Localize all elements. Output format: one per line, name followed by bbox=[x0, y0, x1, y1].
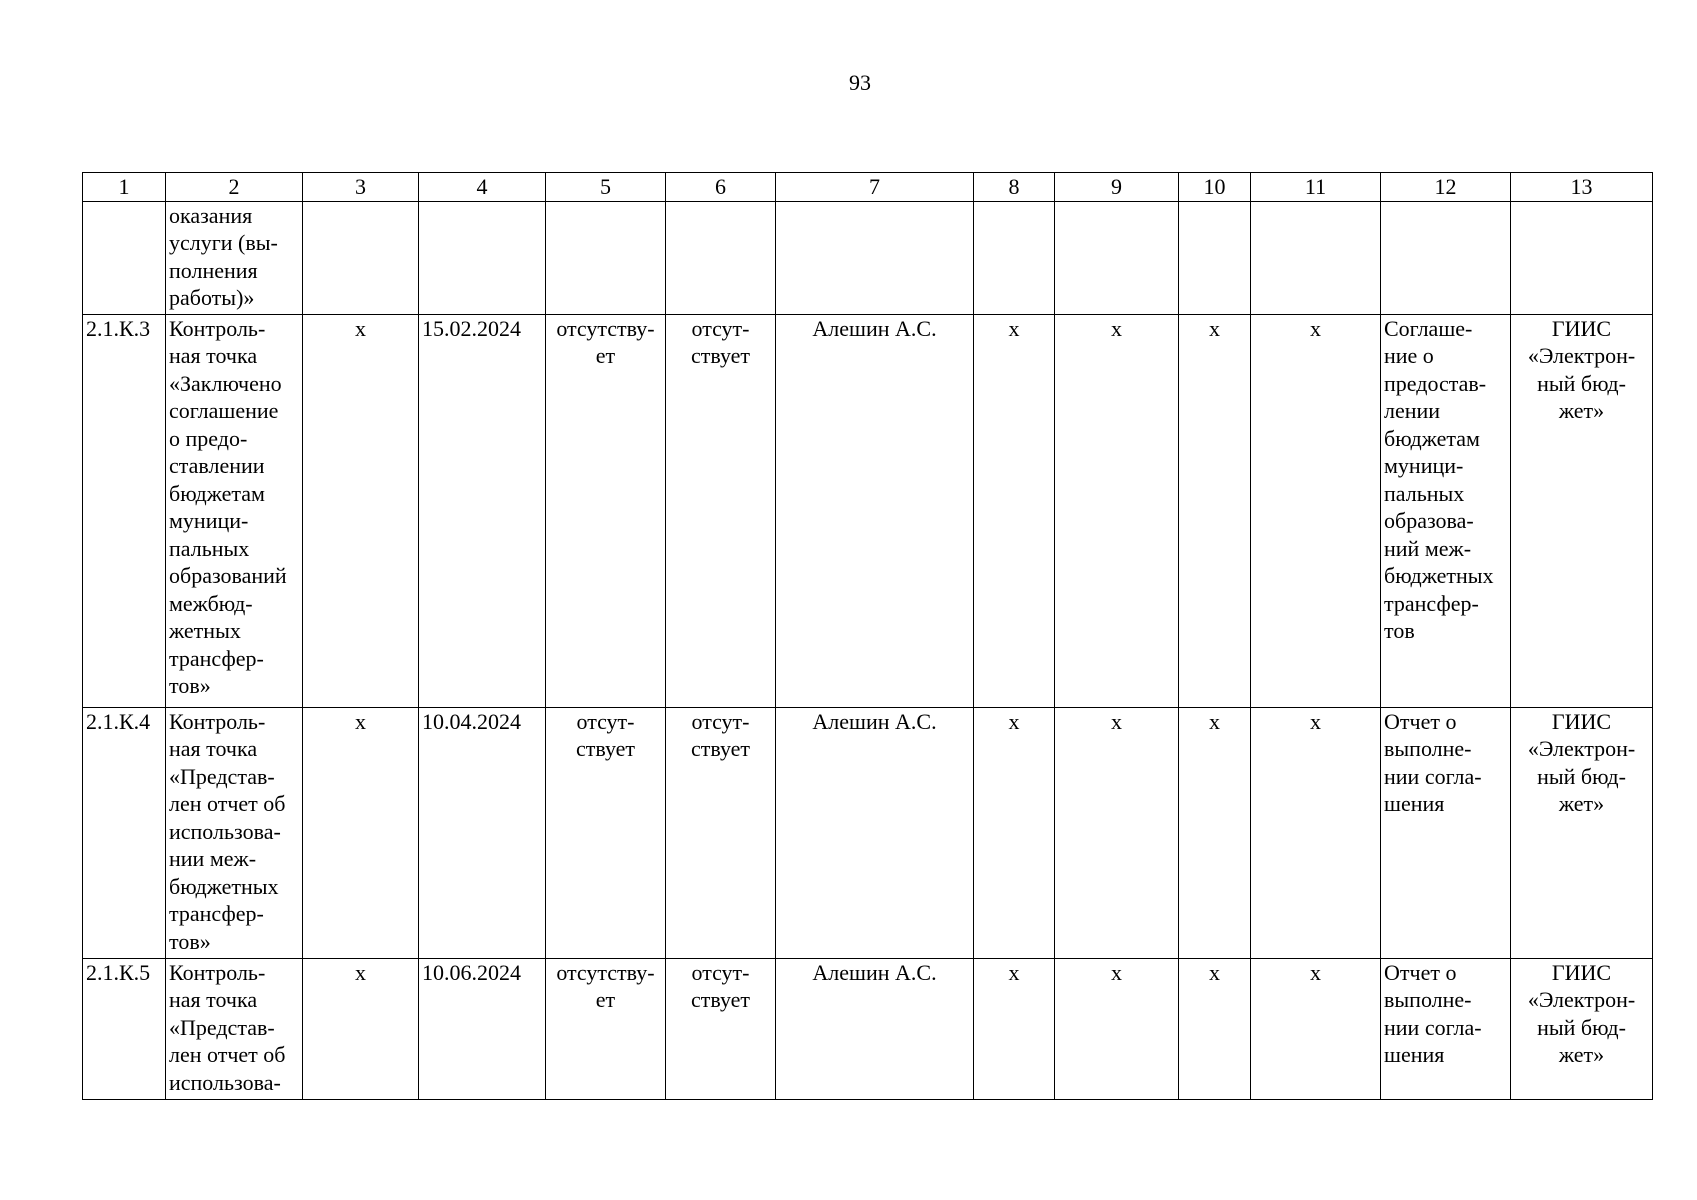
cell-empty bbox=[666, 201, 776, 314]
cell-status: отсут- ствует bbox=[546, 707, 666, 958]
cell-name: оказания услуги (вы- полнения работы)» bbox=[166, 201, 303, 314]
column-number: 9 bbox=[1055, 173, 1179, 202]
cell-empty bbox=[1179, 201, 1251, 314]
column-number: 3 bbox=[303, 173, 419, 202]
cell-system: ГИИС «Электрон- ный бюд- жет» bbox=[1511, 314, 1653, 707]
cell-date: 10.04.2024 bbox=[419, 707, 546, 958]
cell-x: x bbox=[303, 314, 419, 707]
cell-x: x bbox=[974, 707, 1055, 958]
cell-status: отсутству- ет bbox=[546, 314, 666, 707]
table-row bbox=[83, 707, 1653, 958]
cell-empty bbox=[546, 201, 666, 314]
column-number: 12 bbox=[1381, 173, 1511, 202]
page-number: 93 bbox=[849, 70, 871, 95]
cell-empty bbox=[419, 201, 546, 314]
column-number: 7 bbox=[776, 173, 974, 202]
cell-name: Контроль- ная точка «Заключено соглашение о предо- ставлении бюджетам муници- пальных образований межбюд- жетных трансфер- тов» bbox=[166, 314, 303, 707]
cell-responsible: Алешин А.С. bbox=[776, 707, 974, 958]
cell-responsible: Алешин А.С. bbox=[776, 314, 974, 707]
cell-document: Отчет о выполне- нии согла- шения bbox=[1381, 958, 1511, 1099]
cell-x: x bbox=[303, 958, 419, 1099]
control-points-table bbox=[82, 172, 1653, 1100]
cell-x: x bbox=[1179, 958, 1251, 1099]
cell-code: 2.1.К.3 bbox=[83, 314, 166, 707]
table-row bbox=[83, 958, 1653, 1099]
cell-date: 15.02.2024 bbox=[419, 314, 546, 707]
cell-empty bbox=[1055, 201, 1179, 314]
cell-status: отсут- ствует bbox=[666, 958, 776, 1099]
table-row-continuation bbox=[83, 201, 1653, 314]
cell-system: ГИИС «Электрон- ный бюд- жет» bbox=[1511, 958, 1653, 1099]
column-number: 6 bbox=[666, 173, 776, 202]
cell-empty bbox=[776, 201, 974, 314]
cell-empty bbox=[1511, 201, 1653, 314]
cell-document: Соглаше- ние о предостав- лении бюджетам муници- пальных образова- ний меж- бюджетных трансфер- тов bbox=[1381, 314, 1511, 707]
column-number: 1 bbox=[83, 173, 166, 202]
column-number: 10 bbox=[1179, 173, 1251, 202]
cell-empty bbox=[303, 201, 419, 314]
cell-responsible: Алешин А.С. bbox=[776, 958, 974, 1099]
cell-code: 2.1.К.5 bbox=[83, 958, 166, 1099]
cell-x: x bbox=[1179, 707, 1251, 958]
cell-empty bbox=[974, 201, 1055, 314]
cell-x: x bbox=[303, 707, 419, 958]
column-number: 5 bbox=[546, 173, 666, 202]
cell-system: ГИИС «Электрон- ный бюд- жет» bbox=[1511, 707, 1653, 958]
cell-status: отсут- ствует bbox=[666, 314, 776, 707]
cell-empty bbox=[1251, 201, 1381, 314]
cell-x: x bbox=[974, 314, 1055, 707]
column-number: 4 bbox=[419, 173, 546, 202]
table-row bbox=[83, 314, 1653, 707]
cell-code bbox=[83, 201, 166, 314]
cell-x: x bbox=[974, 958, 1055, 1099]
cell-status: отсутству- ет bbox=[546, 958, 666, 1099]
cell-name: Контроль- ная точка «Представ- лен отчет об использова- нии меж- бюджетных трансфер- тов» bbox=[166, 707, 303, 958]
cell-x: x bbox=[1055, 707, 1179, 958]
column-number: 8 bbox=[974, 173, 1055, 202]
column-number: 2 bbox=[166, 173, 303, 202]
cell-x: x bbox=[1055, 958, 1179, 1099]
column-number: 13 bbox=[1511, 173, 1653, 202]
cell-date: 10.06.2024 bbox=[419, 958, 546, 1099]
cell-name: Контроль- ная точка «Представ- лен отчет об использова- bbox=[166, 958, 303, 1099]
cell-x: x bbox=[1055, 314, 1179, 707]
cell-code: 2.1.К.4 bbox=[83, 707, 166, 958]
cell-x: x bbox=[1251, 314, 1381, 707]
cell-x: x bbox=[1251, 707, 1381, 958]
cell-x: x bbox=[1251, 958, 1381, 1099]
cell-status: отсут- ствует bbox=[666, 707, 776, 958]
cell-document: Отчет о выполне- нии согла- шения bbox=[1381, 707, 1511, 958]
column-number-row bbox=[83, 173, 1653, 202]
cell-x: x bbox=[1179, 314, 1251, 707]
column-number: 11 bbox=[1251, 173, 1381, 202]
cell-empty bbox=[1381, 201, 1511, 314]
